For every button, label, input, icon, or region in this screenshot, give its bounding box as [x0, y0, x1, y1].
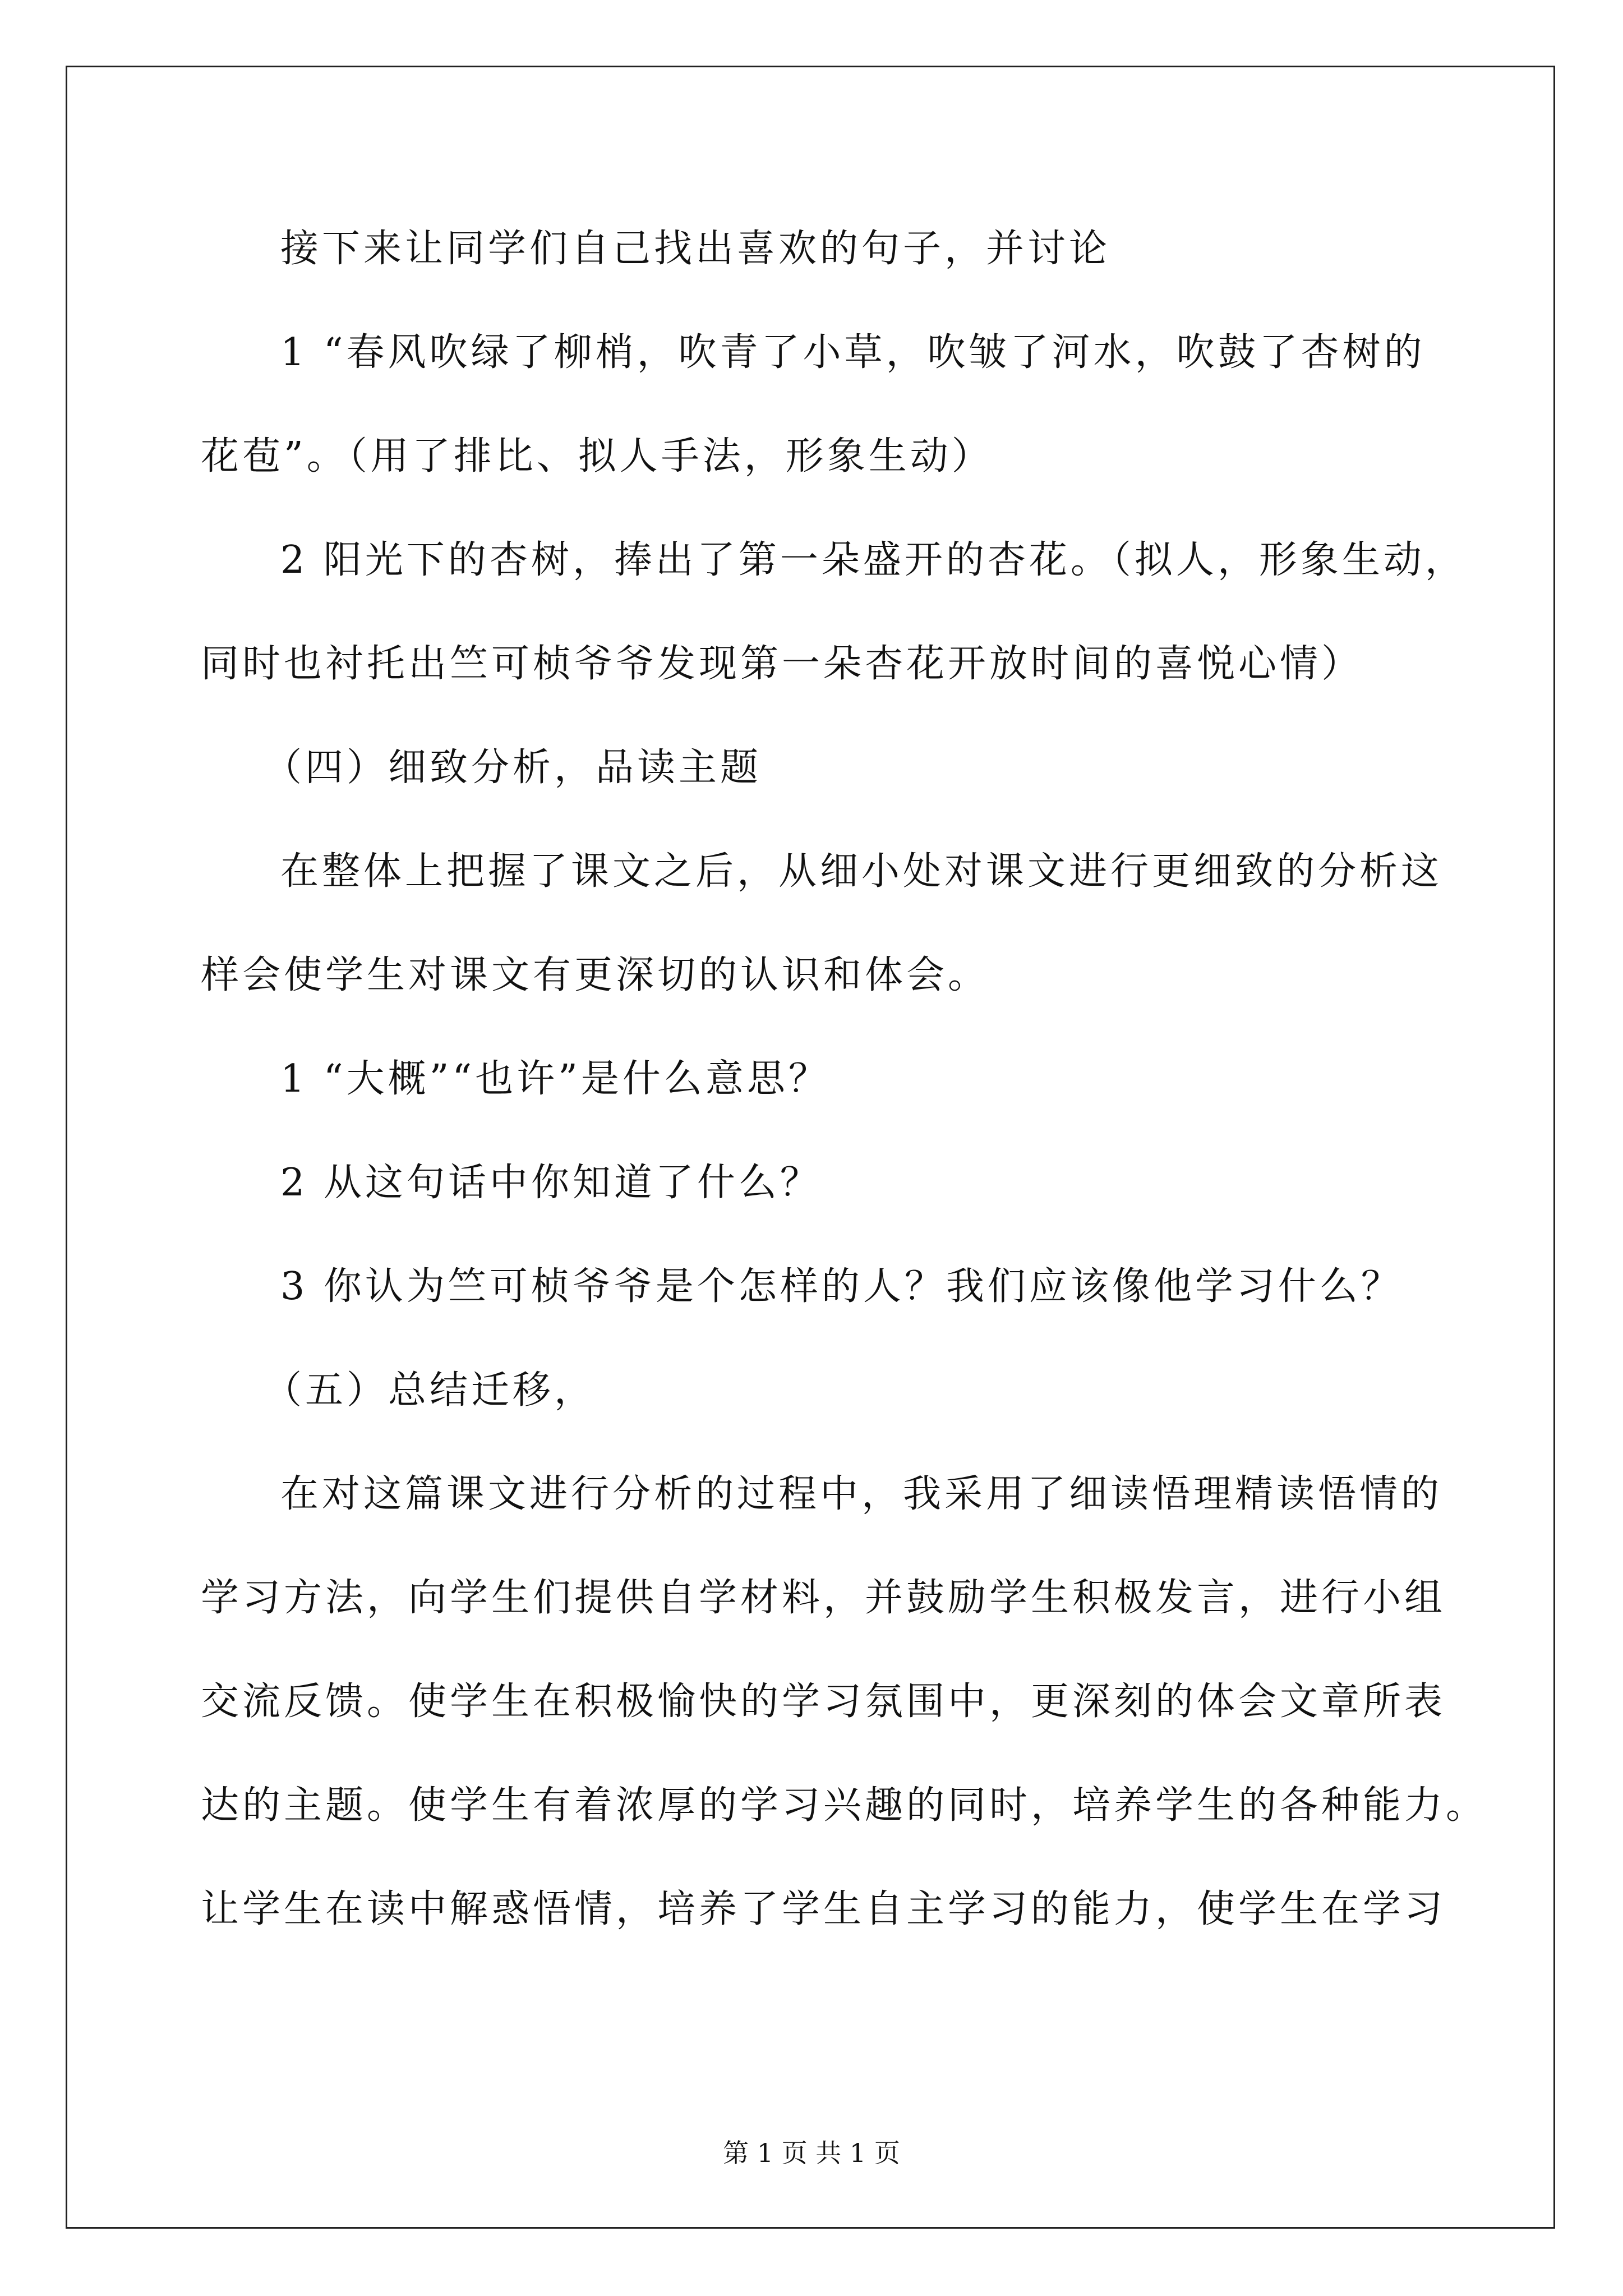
paragraph-line: 让学生在读中解惑悟情，培养了学生自主学习的能力，使学生在学习: [201, 1887, 1446, 1931]
paragraph-line: 达的主题。使学生有着浓厚的学习兴趣的同时，培养学生的各种能力。: [201, 1783, 1488, 1828]
paragraph-line: 在对这篇课文进行分析的过程中，我采用了细读悟理精读悟情的: [280, 1472, 1443, 1516]
page-number-footer: 第 1 页 共 1 页: [723, 2138, 900, 2168]
paragraph-line: 1 “大概”“也许”是什么意思？: [280, 1057, 830, 1101]
paragraph-line: 在整体上把握了课文之后，从细小处对课文进行更细致的分析这: [280, 849, 1443, 894]
paragraph-line: 样会使学生对课文有更深切的认识和体会。: [201, 953, 990, 997]
section-heading: （五）总结迁移，: [264, 1368, 596, 1412]
paragraph-line: 3 你认为竺可桢爷爷是个怎样的人？我们应该像他学习什么？: [280, 1264, 1403, 1309]
paragraph-line: 交流反馈。使学生在积极愉快的学习氛围中，更深刻的体会文章所表: [201, 1680, 1446, 1724]
paragraph-line: 2 从这句话中你知道了什么？: [280, 1161, 822, 1205]
paragraph-line: 同时也衬托出竺可桢爷爷发现第一朵杏花开放时间的喜悦心情）: [201, 642, 1363, 686]
paragraph-line: 接下来让同学们自己找出喜欢的句子，并讨论: [280, 227, 1111, 271]
paragraph-line: 学习方法，向学生们提供自学材料，并鼓励学生积极发言，进行小组: [201, 1576, 1446, 1620]
paragraph-line: 1 “春风吹绿了柳梢，吹青了小草，吹皱了河水，吹鼓了杏树的: [280, 330, 1426, 375]
paragraph-line: 花苞”。（用了排比、拟人手法，形象生动）: [201, 434, 993, 478]
paragraph-line: 2 阳光下的杏树，捧出了第一朵盛开的杏花。（拟人，形象生动，: [280, 538, 1467, 582]
section-heading: （四）细致分析，品读主题: [264, 746, 762, 790]
